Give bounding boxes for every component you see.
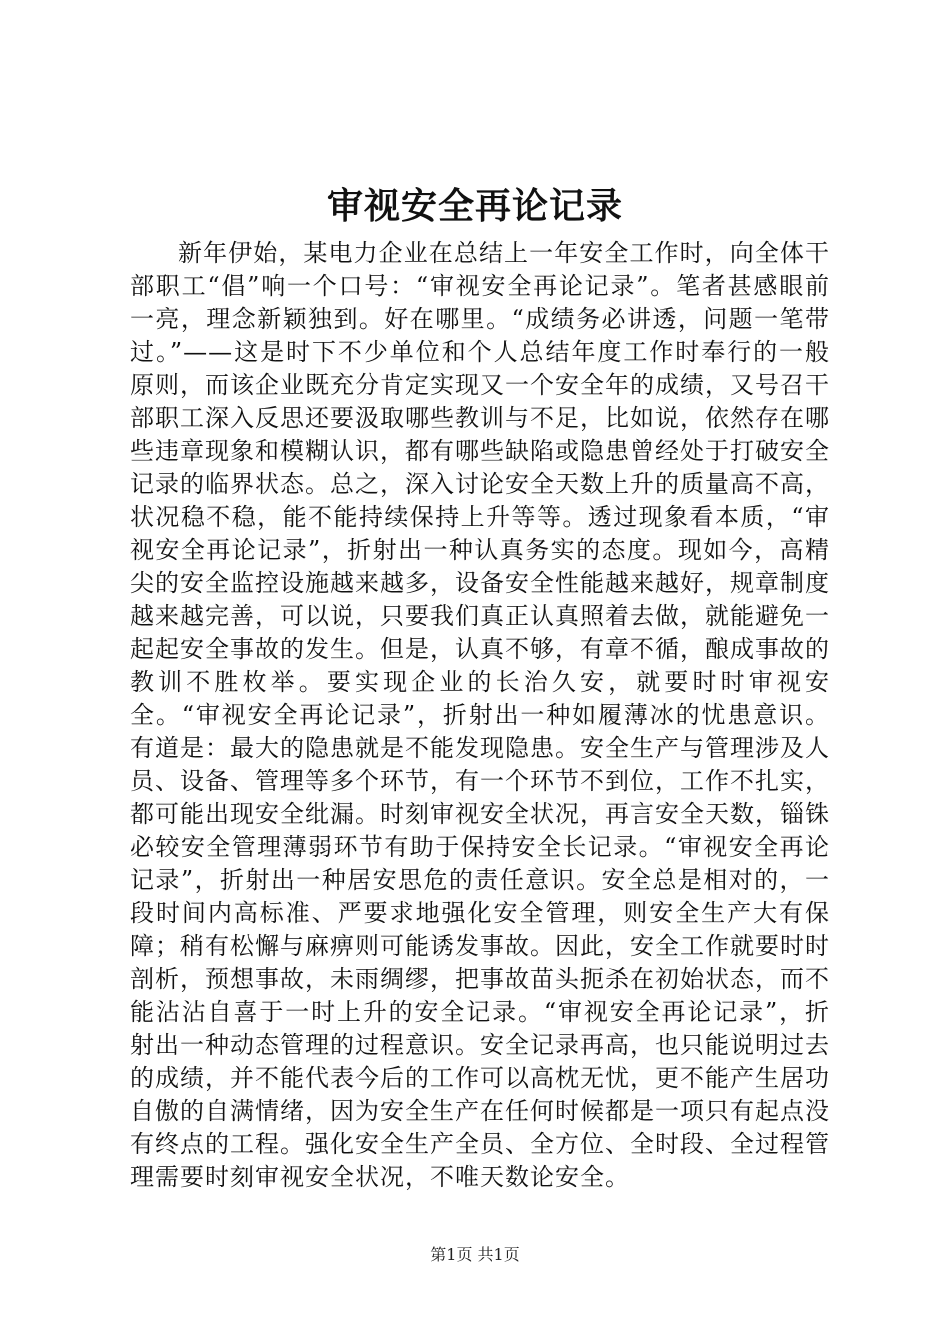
page-footer: 第1页 共1页 (430, 1245, 520, 1264)
document-body-paragraph: 新年伊始，某电力企业在总结上一年安全工作时，向全体干部职工“倡”响一个口号：“审视安全再论记录”。笔者甚感眼前一亮，理念新颖独到。好在哪里。“成绩务必讲透，问题一笔带过。”——这是时下不少单位和个人总结年度工作时奉行的一般原则，而该企业既充分肯定实现又一个安全年的成绩，又号召干部职工深入反思还要汲取哪些教训与不足，比如说，依然存在哪些违章现象和模糊认识，都有哪些缺陷或隐患曾经处于打破安全记录的临界状态。总之，深入讨论安全天数上升的质量高不高，状况稳不稳，能不能持续保持上升等等。透过现象看本质，“审视安全再论记录”，折射出一种认真务实的态度。现如今，高精尖的安全监控设施越来越多，设备安全性能越来越好，规章制度越来越完善，可以说，只要我们真正认真照着去做，就能避免一起起安全事故的发生。但是，认真不够，有章不循，酿成事故的教训不胜枚举。要实现企业的长治久安，就要时时审视安全。“审视安全再论记录”，折射出一种如履薄冰的忧患意识。有道是：最大的隐患就是不能发现隐患。安全生产与管理涉及人员、设备、管理等多个环节，有一个环节不到位，工作不扎实，都可能出现安全纰漏。时刻审视安全状况，再言安全天数，锱铢必较安全管理薄弱环节有助于保持安全长记录。“审视安全再论记录”，折射出一种居安思危的责任意识。安全总是相对的，一段时间内高标准、严要求地强化安全管理，则安全生产大有保障；稍有松懈与麻痹则可能诱发事故。因此，安全工作就要时时剖析，预想事故，未雨绸缪，把事故苗头扼杀在初始状态，而不能沾沾自喜于一时上升的安全记录。“审视安全再论记录”，折射出一种动态管理的过程意识。安全记录再高，也只能说明过去的成绩，并不能代表今后的工作可以高枕无忧，更不能产生居功自傲的自满情绪，因为安全生产在任何时候都是一项只有起点没有终点的工程。强化安全生产全员、全方位、全时段、全过程管理需要时刻审视安全状况，不唯天数论安全。 (130, 239, 830, 1191)
document-title: 审视安全再论记录 (326, 185, 623, 227)
